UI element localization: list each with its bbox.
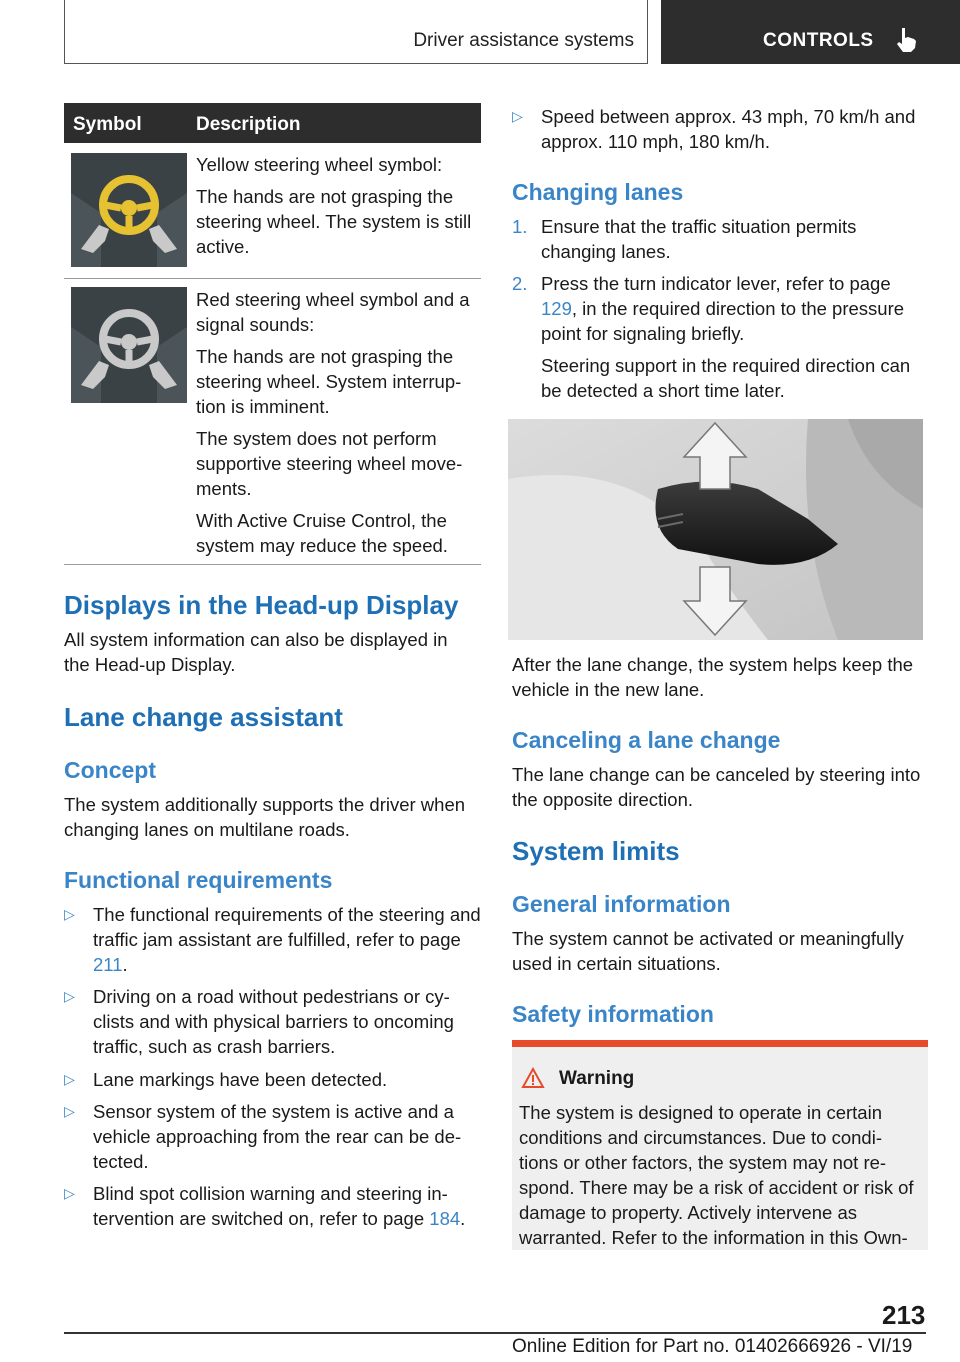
cancel-text: The lane change can be canceled by steering into the opposite direction.	[512, 764, 921, 810]
heading-changing-lanes: Changing lanes	[512, 179, 684, 205]
list-item: ▷ Sensor system of the system is active and a vehicle approaching from the rear can be de-tected.	[64, 1101, 462, 1172]
list-item: ▷ Lane markings have been detected.	[64, 1069, 388, 1090]
bullet-triangle-icon: ▷	[64, 1185, 75, 1201]
steering-wheel-yellow-icon	[71, 153, 187, 267]
hand-pointer-icon	[893, 26, 919, 54]
table-divider	[64, 278, 481, 279]
warning-triangle-icon	[521, 1067, 545, 1089]
bullet-triangle-icon: ▷	[64, 1071, 75, 1087]
heading-safety-information: Safety information	[512, 1001, 714, 1027]
page-link-211[interactable]: 211	[93, 954, 123, 975]
warning-text: The system is designed to operate in certain conditions and circumstances. Due to condi-tions or other factors, the system may not re-spond. There may be a risk of accident or risk of damage to property. Actively intervene as warranted. Refer to the information in this Own-	[519, 1102, 914, 1248]
steering-wheel-red-icon	[71, 287, 187, 403]
heading-lane-change-assistant: Lane change assistant	[64, 702, 343, 732]
concept-text: The system additionally supports the driver when changing lanes on multilane roads.	[64, 794, 466, 840]
heading-functional-requirements: Functional requirements	[64, 867, 333, 893]
heading-system-limits: System limits	[512, 836, 680, 866]
col-symbol: Symbol	[73, 114, 142, 135]
chapter-title: CONTROLS	[763, 30, 874, 51]
bullet-triangle-icon: ▷	[512, 108, 523, 124]
page-link-184[interactable]: 184	[429, 1208, 461, 1229]
bullet-triangle-icon: ▷	[64, 988, 75, 1004]
list-item: ▷ Blind spot collision warning and steering in-tervention are switched on, refer to page 184.	[64, 1183, 466, 1229]
row2-description	[196, 287, 480, 565]
row2-line3: The system does not perform supportive steering wheel move-ments.	[196, 428, 463, 499]
row1-line1: Yellow steering wheel symbol:	[196, 154, 443, 175]
row2-line4: With Active Cruise Control, the system may reduce the speed.	[196, 510, 448, 556]
footer-edition: Online Edition for Part no. 01402666926 - VI/19	[512, 1336, 913, 1357]
list-item: ▷ The functional requirements of the steering and traffic jam assistant are fulfilled, refer to page 211.	[64, 904, 481, 975]
row1-line2: The hands are not grasping the steering wheel. The system is still active.	[196, 186, 472, 257]
table-bottom-rule	[64, 564, 481, 565]
list-item: 1. Ensure that the traffic situation permits changing lanes.	[512, 216, 857, 262]
heading-canceling: Canceling a lane change	[512, 727, 781, 753]
heading-hud: Displays in the Head-up Display	[64, 590, 459, 620]
list-item: ▷ Speed between approx. 43 mph, 70 km/h and approx. 110 mph, 180 km/h.	[512, 106, 916, 152]
heading-general-information: General information	[512, 891, 731, 917]
col-description: Description	[196, 114, 301, 135]
row1-description	[196, 152, 476, 266]
page-link-129[interactable]: 129	[541, 298, 572, 319]
after-lane-change-text: After the lane change, the system helps keep the vehicle in the new lane.	[512, 654, 914, 700]
row2-line1: Red steering wheel symbol and a signal sounds:	[196, 289, 470, 335]
heading-concept: Concept	[64, 757, 156, 783]
warning-title: Warning	[559, 1068, 635, 1089]
list-item: ▷ Driving on a road without pedestrians or cy-clists and with physical barriers to oncoming traffic, such as crash barriers.	[64, 986, 454, 1057]
hud-text: All system information can also be displayed in the Head-up Display.	[64, 629, 448, 675]
footer-rule	[64, 1332, 926, 1334]
page-number: 213	[882, 1300, 926, 1330]
general-text: The system cannot be activated or meaningfully used in certain situations.	[512, 928, 904, 974]
bullet-triangle-icon: ▷	[64, 906, 75, 922]
section-title: Driver assistance systems	[413, 30, 634, 51]
bullet-triangle-icon: ▷	[64, 1103, 75, 1119]
list-item: 2. Press the turn indicator lever, refer to page 129, in the required direction to the pressure point for signaling briefly. Steering support in the required direction can be detected a short time later.	[512, 273, 911, 401]
row2-line2: The hands are not grasping the steering wheel. System interrup-tion is imminent.	[196, 346, 462, 417]
turn-indicator-illustration	[508, 419, 923, 640]
